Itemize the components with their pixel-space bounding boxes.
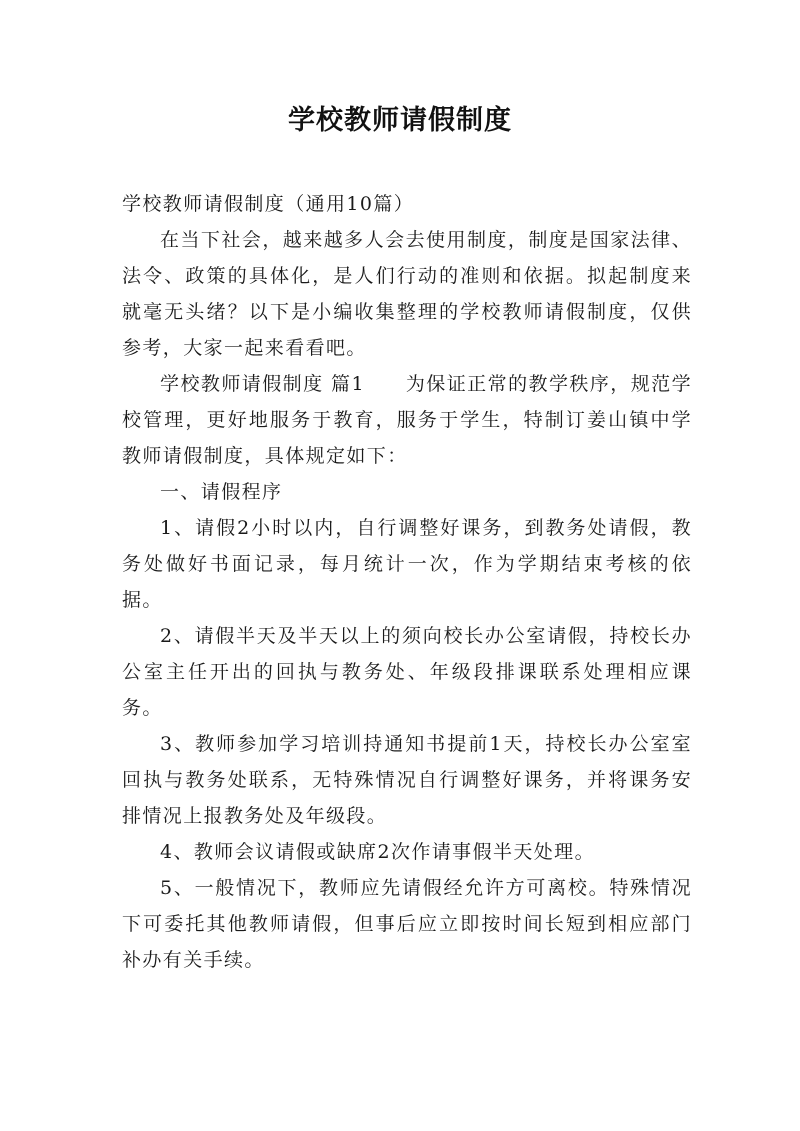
paragraph-heading-procedure: 一、请假程序 — [160, 481, 283, 503]
document-body — [122, 186, 692, 978]
paragraph-rule-2: 2、请假半天及半天以上的须向校长办公室请假，持校长办公室主任开出的回执与教务处、年级段排课联系处理相应课务。 — [122, 625, 692, 719]
document-title: 学校教师请假制度 — [288, 105, 512, 136]
paragraph-subtitle: 学校教师请假制度（通用10篇） — [122, 193, 415, 215]
paragraph-rule-5: 5、一般情况下，教师应先请假经允许方可离校。特殊情况下可委托其他教师请假，但事后应立即按时间长短到相应部门补办有关手续。 — [122, 877, 692, 971]
paragraph-intro: 在当下社会，越来越多人会去使用制度，制度是国家法律、法令、政策的具体化，是人们行动的准则和依据。拟起制度来就毫无头绪？以下是小编收集整理的学校教师请假制度，仅供参考，大家一起来看看吧。 — [122, 229, 692, 359]
paragraph-rule-3: 3、教师参加学习培训持通知书提前1天，持校长办公室室回执与教务处联系，无特殊情况自行调整好课务，并将课务安排情况上报教务处及年级段。 — [122, 733, 692, 827]
paragraph-section-1: 学校教师请假制度 篇1 为保证正常的教学秩序，规范学校管理，更好地服务于教育，服务于学生，特制订姜山镇中学教师请假制度，具体规定如下： — [122, 373, 692, 467]
paragraph-rule-1: 1、请假2小时以内，自行调整好课务，到教务处请假，教务处做好书面记录，每月统计一次，作为学期结束考核的依据。 — [122, 517, 692, 611]
paragraph-rule-4: 4、教师会议请假或缺席2次作请事假半天处理。 — [160, 841, 595, 863]
